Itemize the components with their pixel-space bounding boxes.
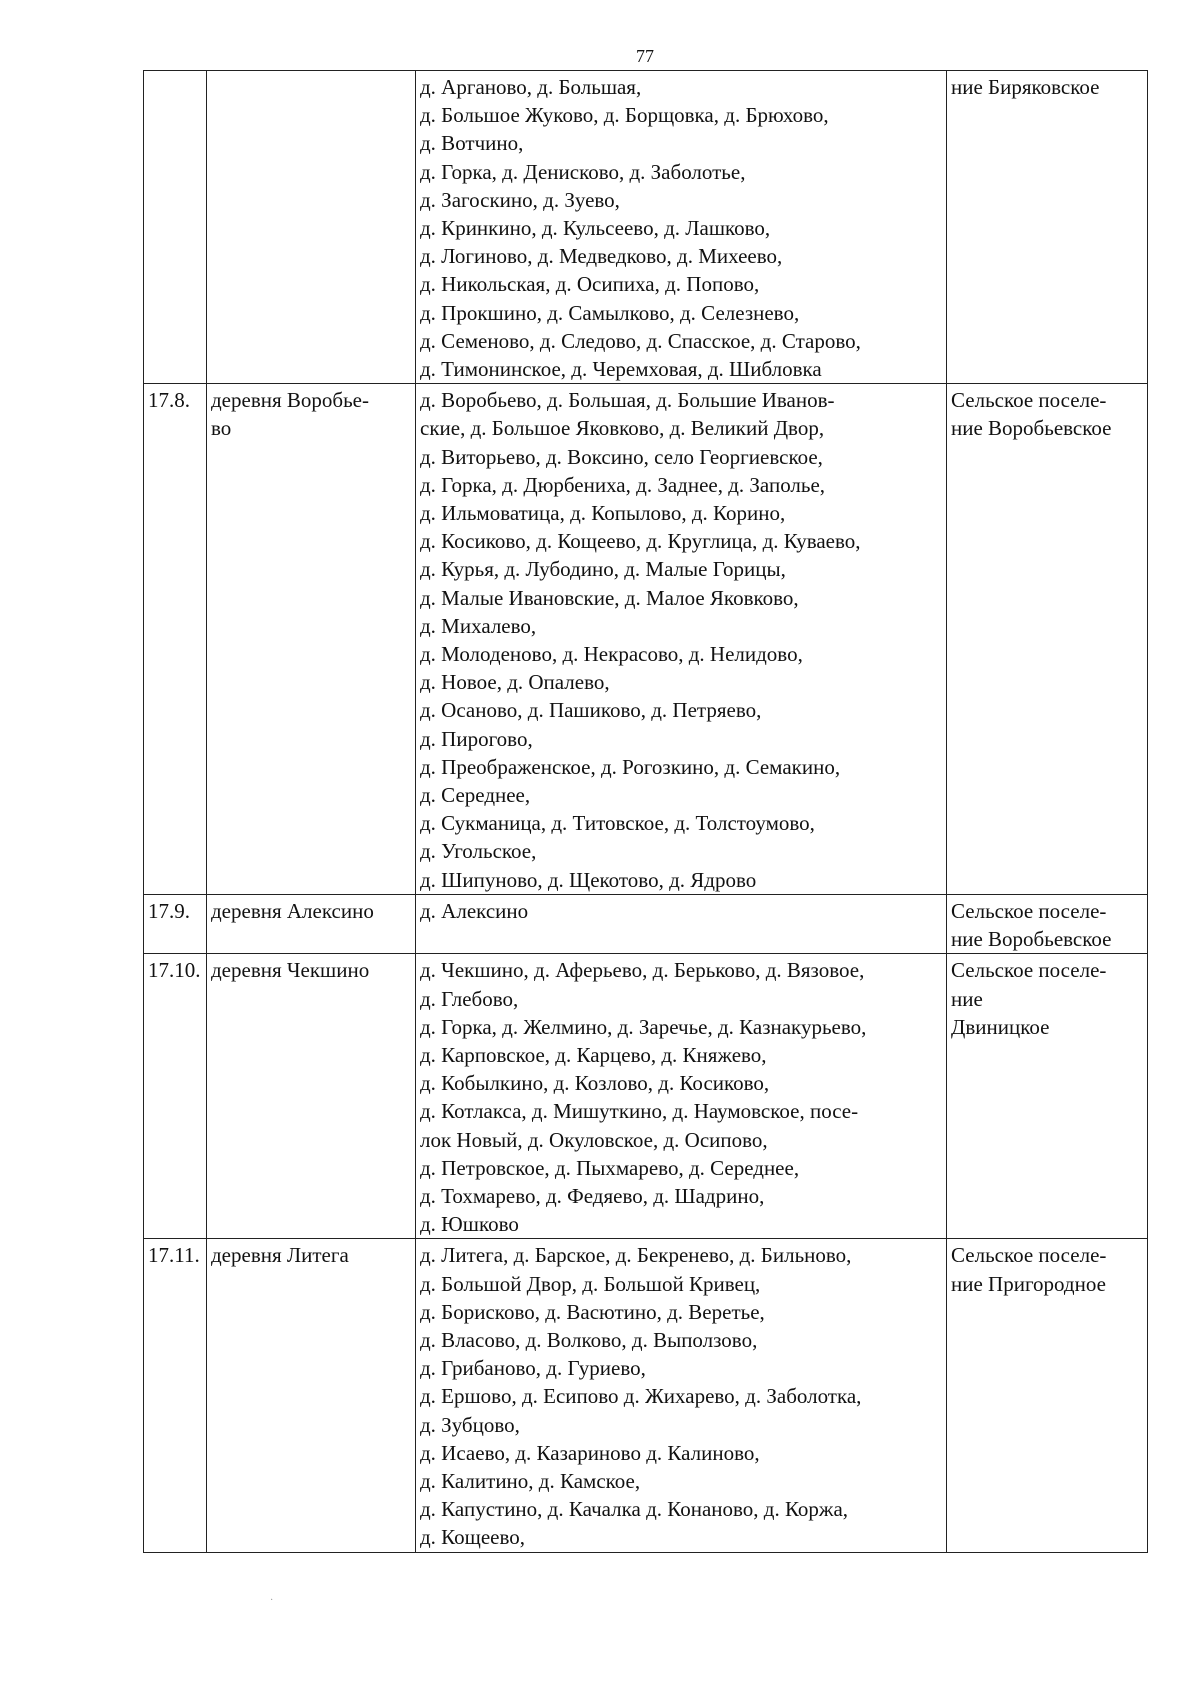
villages-line: д. Большой Двор, д. Большой Кривец, xyxy=(420,1271,761,1296)
villages-line: д. Капустино, д. Качалка д. Конаново, д. Коржа, xyxy=(420,1497,849,1522)
villages-cell xyxy=(416,384,947,895)
villages-line: д. Горка, д. Желмино, д. Заречье, д. Казнакурьево, xyxy=(420,1014,867,1039)
villages-line: д. Горка, д. Дюрбениха, д. Заднее, д. Заполье, xyxy=(420,472,826,497)
settlement-cell xyxy=(947,954,1148,1239)
villages-line: д. Юшково xyxy=(420,1212,519,1237)
villages-line: д. Котлакса, д. Мишуткино, д. Наумовское, посе- xyxy=(420,1099,859,1124)
villages-line: д. Большое Жуково, д. Борщовка, д. Брюхово, xyxy=(420,103,829,128)
villages-line: д. Зубцово, xyxy=(420,1412,520,1437)
villages-line: д. Литега, д. Барское, д. Бекренево, д. Бильново, xyxy=(420,1243,852,1268)
admin-center-cell xyxy=(207,954,416,1239)
admin-center-line: деревня Чекшино xyxy=(211,958,370,983)
admin-center-cell xyxy=(207,384,416,895)
row-number-cell xyxy=(144,954,207,1239)
row-number: 17.11. xyxy=(148,1243,200,1268)
settlement-cell xyxy=(947,71,1148,384)
villages-line: д. Петровское, д. Пыхмарево, д. Середнее, xyxy=(420,1155,800,1180)
settlement-line: ние xyxy=(951,986,983,1011)
admin-center-line: деревня Воробье- xyxy=(211,388,369,413)
villages-line: д. Тимонинское, д. Черемховая, д. Шибловка xyxy=(420,357,822,382)
villages-line: д. Новое, д. Опалево, xyxy=(420,670,610,695)
villages-line: д. Логиново, д. Медведково, д. Михеево, xyxy=(420,244,783,269)
villages-line: д. Середнее, xyxy=(420,783,531,808)
villages-line: д. Виторьево, д. Воксино, село Георгиевское, xyxy=(420,444,823,469)
admin-center-cell xyxy=(207,894,416,953)
villages-line: д. Грибаново, д. Гуриево, xyxy=(420,1356,646,1381)
table-body xyxy=(144,71,1148,1553)
villages-line: д. Власово, д. Волково, д. Выползово, xyxy=(420,1327,758,1352)
table-row xyxy=(144,71,1148,384)
villages-cell xyxy=(416,954,947,1239)
villages-line: д. Шипуново, д. Щекотово, д. Ядрово xyxy=(420,867,757,892)
villages-line: д. Загоскино, д. Зуево, xyxy=(420,187,620,212)
villages-line: д. Ильмоватица, д. Копылово, д. Корино, xyxy=(420,501,786,526)
settlement-line: Сельское поселе- xyxy=(951,388,1107,413)
settlement-cell xyxy=(947,1239,1148,1552)
villages-line: д. Курья, д. Лубодино, д. Малые Горицы, xyxy=(420,557,786,582)
villages-line: д. Кобылкино, д. Козлово, д. Косиково, xyxy=(420,1071,770,1096)
villages-line: д. Чекшино, д. Аферьево, д. Берьково, д. Вязовое, xyxy=(420,958,865,983)
row-number-cell xyxy=(144,384,207,895)
settlements-table xyxy=(143,70,1148,1553)
settlement-line: ние Пригородное xyxy=(951,1271,1106,1296)
villages-line: д. Угольское, xyxy=(420,839,537,864)
villages-line: д. Ершово, д. Есипово д. Жихарево, д. Заболотка, xyxy=(420,1384,862,1409)
villages-line: д. Горка, д. Денисково, д. Заболотье, xyxy=(420,159,746,184)
villages-line: д. Молоденово, д. Некрасово, д. Нелидово, xyxy=(420,642,803,667)
settlement-line: Сельское поселе- xyxy=(951,898,1107,923)
villages-line: д. Михалево, xyxy=(420,613,537,638)
villages-line: д. Косиково, д. Кощеево, д. Круглица, д. Куваево, xyxy=(420,529,861,554)
settlement-line: ние Воробьевское xyxy=(951,416,1112,441)
villages-line: д. Калитино, д. Камское, xyxy=(420,1468,641,1493)
table-row xyxy=(144,384,1148,895)
row-number-cell xyxy=(144,71,207,384)
row-number: 17.8. xyxy=(148,388,190,413)
villages-line: д. Пирогово, xyxy=(420,726,533,751)
villages-cell xyxy=(416,1239,947,1552)
settlement-line: Двиницкое xyxy=(951,1014,1050,1039)
settlement-line: ние Воробьевское xyxy=(951,927,1112,952)
villages-line: д. Преображенское, д. Рогозкино, д. Семакино, xyxy=(420,754,841,779)
villages-line: д. Осаново, д. Пашиково, д. Петряево, xyxy=(420,698,762,723)
villages-line: д. Семеново, д. Следово, д. Спасское, д. Старово, xyxy=(420,328,861,353)
page-number: 77 xyxy=(636,46,654,66)
row-number-cell xyxy=(144,894,207,953)
villages-line: д. Кощеево, xyxy=(420,1525,525,1550)
row-number: 17.9. xyxy=(148,898,190,923)
settlement-line: Сельское поселе- xyxy=(951,958,1107,983)
villages-line: д. Никольская, д. Осипиха, д. Попово, xyxy=(420,272,760,297)
villages-line: д. Прокшино, д. Самылково, д. Селезнево, xyxy=(420,300,800,325)
admin-center-line: во xyxy=(211,416,232,441)
settlement-line: Сельское поселе- xyxy=(951,1243,1107,1268)
admin-center-cell xyxy=(207,1239,416,1552)
admin-center-line: деревня Литега xyxy=(211,1243,349,1268)
villages-line: ские, д. Большое Яковково, д. Великий Двор, xyxy=(420,416,825,441)
admin-center-line: деревня Алексино xyxy=(211,898,374,923)
settlement-cell xyxy=(947,384,1148,895)
villages-line: д. Кринкино, д. Кульсеево, д. Лашково, xyxy=(420,216,771,241)
table-row xyxy=(144,954,1148,1239)
villages-cell xyxy=(416,71,947,384)
table-row xyxy=(144,894,1148,953)
scan-mark: · xyxy=(270,1595,274,1606)
villages-line: д. Борисково, д. Васютино, д. Веретье, xyxy=(420,1299,765,1324)
villages-cell xyxy=(416,894,947,953)
villages-line: д. Тохмарево, д. Федяево, д. Шадрино, xyxy=(420,1183,765,1208)
row-number-cell xyxy=(144,1239,207,1552)
villages-line: д. Малые Ивановские, д. Малое Яковково, xyxy=(420,585,799,610)
villages-line: лок Новый, д. Окуловское, д. Осипово, xyxy=(420,1127,768,1152)
admin-center-cell xyxy=(207,71,416,384)
settlement-line: ние Биряковское xyxy=(951,75,1100,99)
villages-line: д. Арганово, д. Большая, xyxy=(420,75,642,99)
villages-line: д. Глебово, xyxy=(420,986,519,1011)
row-number: 17.10. xyxy=(148,958,201,983)
villages-line: д. Карповское, д. Карцево, д. Княжево, xyxy=(420,1042,767,1067)
villages-line: д. Алексино xyxy=(420,898,529,923)
villages-line: д. Воробьево, д. Большая, д. Большие Иванов- xyxy=(420,388,835,413)
villages-line: д. Исаево, д. Казариново д. Калиново, xyxy=(420,1440,760,1465)
villages-line: д. Сукманица, д. Титовское, д. Толстоумово, xyxy=(420,811,815,836)
settlement-cell xyxy=(947,894,1148,953)
table-row xyxy=(144,1239,1148,1552)
villages-line: д. Вотчино, xyxy=(420,131,524,156)
